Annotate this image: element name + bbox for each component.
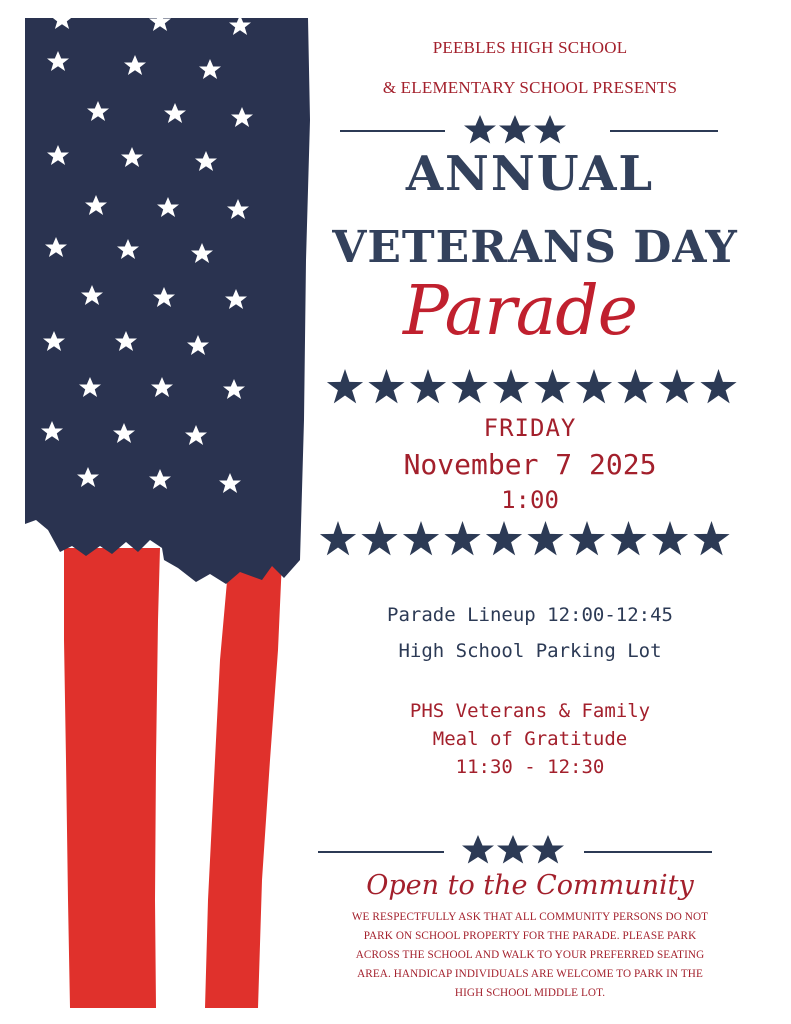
meal-time: 11:30 - 12:30: [455, 756, 605, 778]
american-flag-illustration: [0, 0, 320, 1024]
star-icon: [527, 521, 563, 555]
star-icon: [534, 115, 566, 144]
star-icon: [610, 521, 646, 555]
star-icon: [403, 521, 439, 555]
star-icon: [659, 369, 695, 403]
event-day: FRIDAY: [483, 414, 577, 442]
title-parade: Parade: [402, 272, 638, 351]
lineup-location: High School Parking Lot: [398, 640, 662, 662]
star-icon: [464, 115, 496, 144]
meal-line-2: Meal of Gratitude: [432, 728, 628, 750]
star-icon: [462, 835, 494, 864]
star-icon: [368, 369, 404, 403]
event-time: 1:00: [501, 486, 559, 514]
star-icon: [532, 835, 564, 864]
lineup-time: Parade Lineup 12:00-12:45: [387, 604, 673, 626]
star-icon: [320, 521, 356, 555]
star-row-lower: [318, 518, 733, 560]
star-icon: [617, 369, 653, 403]
presenter-line-1: PEEBLES HIGH SCHOOL: [432, 38, 628, 57]
meal-line-1: PHS Veterans & Family: [409, 700, 651, 722]
star-icon: [493, 369, 529, 403]
community-heading: Open to the Community: [366, 870, 694, 901]
star-icon: [576, 369, 612, 403]
event-date: November 7 2025: [403, 448, 657, 481]
top-star-divider: [310, 112, 750, 148]
notice-line: HIGH SCHOOL MIDDLE LOT.: [454, 987, 606, 999]
title-annual: ANNUAL: [405, 146, 655, 202]
bottom-star-divider: [306, 832, 746, 868]
star-icon: [410, 369, 446, 403]
flag-red-stripe-right: [205, 560, 282, 1008]
notice-line: WE RESPECTFULLY ASK THAT ALL COMMUNITY PERSONS DO NOT: [351, 911, 709, 923]
notice-line: PARK ON SCHOOL PROPERTY FOR THE PARADE. PLEASE PARK: [363, 930, 697, 942]
notice-line: ACROSS THE SCHOOL AND WALK TO YOUR PREFERRED SEATING: [355, 949, 705, 961]
star-icon: [444, 521, 480, 555]
star-icon: [652, 521, 688, 555]
flag-graphic: [0, 0, 320, 1024]
title-veterans-day: VETERANS DAY: [332, 222, 738, 273]
presenter-line-2: & ELEMENTARY SCHOOL PRESENTS: [382, 78, 678, 97]
star-icon: [700, 369, 736, 403]
parking-notice: [306, 908, 754, 1003]
star-icon: [361, 521, 397, 555]
star-icon: [693, 521, 729, 555]
star-row-upper: [325, 366, 740, 408]
notice-line: AREA. HANDICAP INDIVIDUALS ARE WELCOME TO PARK IN THE: [357, 968, 703, 980]
star-icon: [499, 115, 531, 144]
star-icon: [497, 835, 529, 864]
star-icon: [534, 369, 570, 403]
star-icon: [327, 369, 363, 403]
star-icon: [569, 521, 605, 555]
star-icon: [451, 369, 487, 403]
flag-red-stripe-left: [64, 548, 160, 1008]
star-icon: [486, 521, 522, 555]
